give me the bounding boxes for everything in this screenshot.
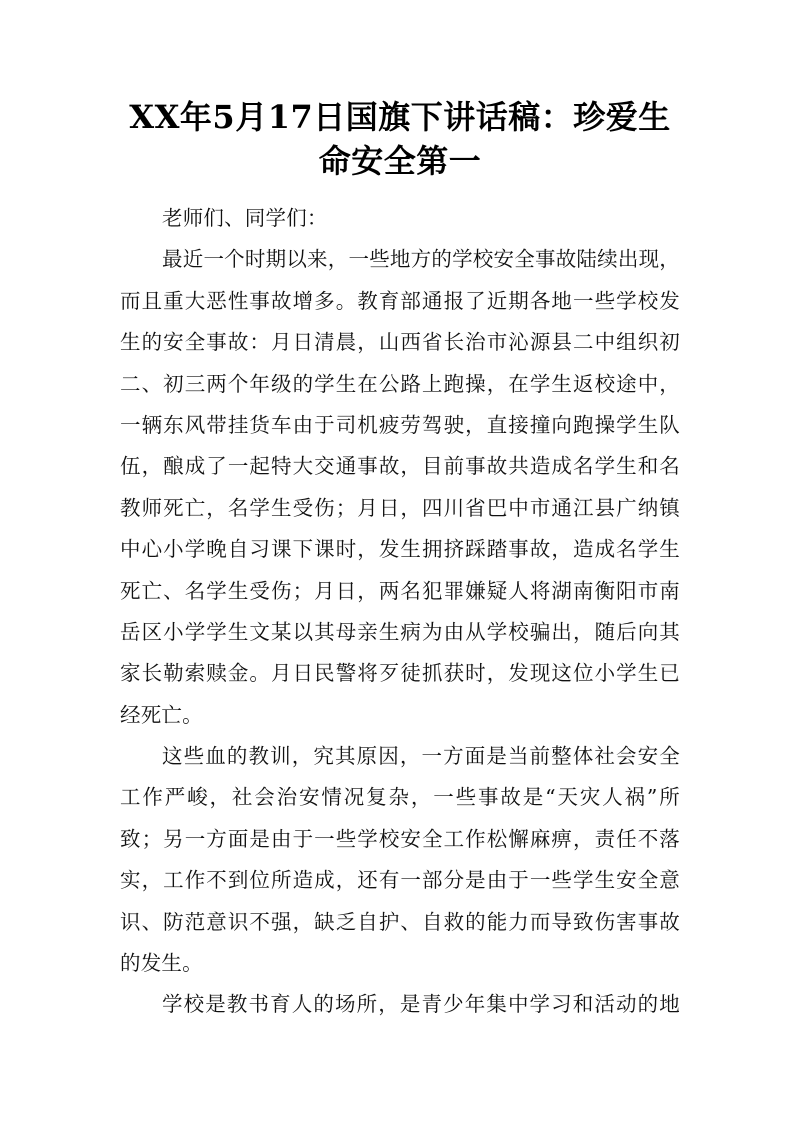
document-title [100,95,700,183]
text-line: 教师死亡，名学生受伤；月日，四川省巴中市通江县广纳镇 [120,495,680,520]
text-line: 这些血的教训，究其原因，一方面是当前整体社会安全 [162,744,680,769]
text-line: 实，工作不到位所造成，还有一部分是由于一些学生安全意 [120,868,680,893]
text-line: 伍，酿成了一起特大交通事故，目前事故共造成名学生和名 [120,454,680,479]
text-line: 的发生。 [120,951,203,976]
text-line: 家长勒索赎金。月日民警将歹徒抓获时，发现这位小学生已 [120,661,680,686]
text-line: 经死亡。 [120,702,203,727]
title-line-2: 命安全第一 [318,142,482,180]
text-line: 学校是教书育人的场所，是青少年集中学习和活动的地 [162,992,680,1017]
text-line: 致；另一方面是由于一些学校安全工作松懈麻痹，责任不落 [120,826,680,851]
title-line-1: XX年5月17日国旗下讲话稿：珍爱生 [129,98,671,136]
text-line: 岳区小学学生文某以其母亲生病为由从学校骗出，随后向其 [120,619,680,644]
text-line: 老师们、同学们： [162,206,328,230]
text-line: 一辆东风带挂货车由于司机疲劳驾驶，直接撞向跑操学生队 [120,412,680,437]
paragraph-1 [120,239,680,736]
paragraph-salutation [120,198,680,239]
text-line: 死亡、名学生受伤；月日，两名犯罪嫌疑人将湖南衡阳市南 [120,578,680,603]
paragraph-2 [120,736,680,984]
text-line: 中心小学晚自习课下课时，发生拥挤踩踏事故，造成名学生 [120,537,680,562]
paragraph-3 [120,984,680,1025]
text-line: 工作严峻，社会治安情况复杂，一些事故是“天灾人祸”所 [120,785,680,810]
text-line: 而且重大恶性事故增多。教育部通报了近期各地一些学校发 [120,288,680,313]
text-line: 生的安全事故：月日清晨，山西省长治市沁源县二中组织初 [120,330,680,355]
text-line: 二、初三两个年级的学生在公路上跑操，在学生返校途中， [120,371,680,396]
document-body [120,198,680,1026]
text-line: 最近一个时期以来，一些地方的学校安全事故陆续出现， [162,247,680,272]
text-line: 识、防范意识不强，缺乏自护、自救的能力而导致伤害事故 [120,909,680,934]
